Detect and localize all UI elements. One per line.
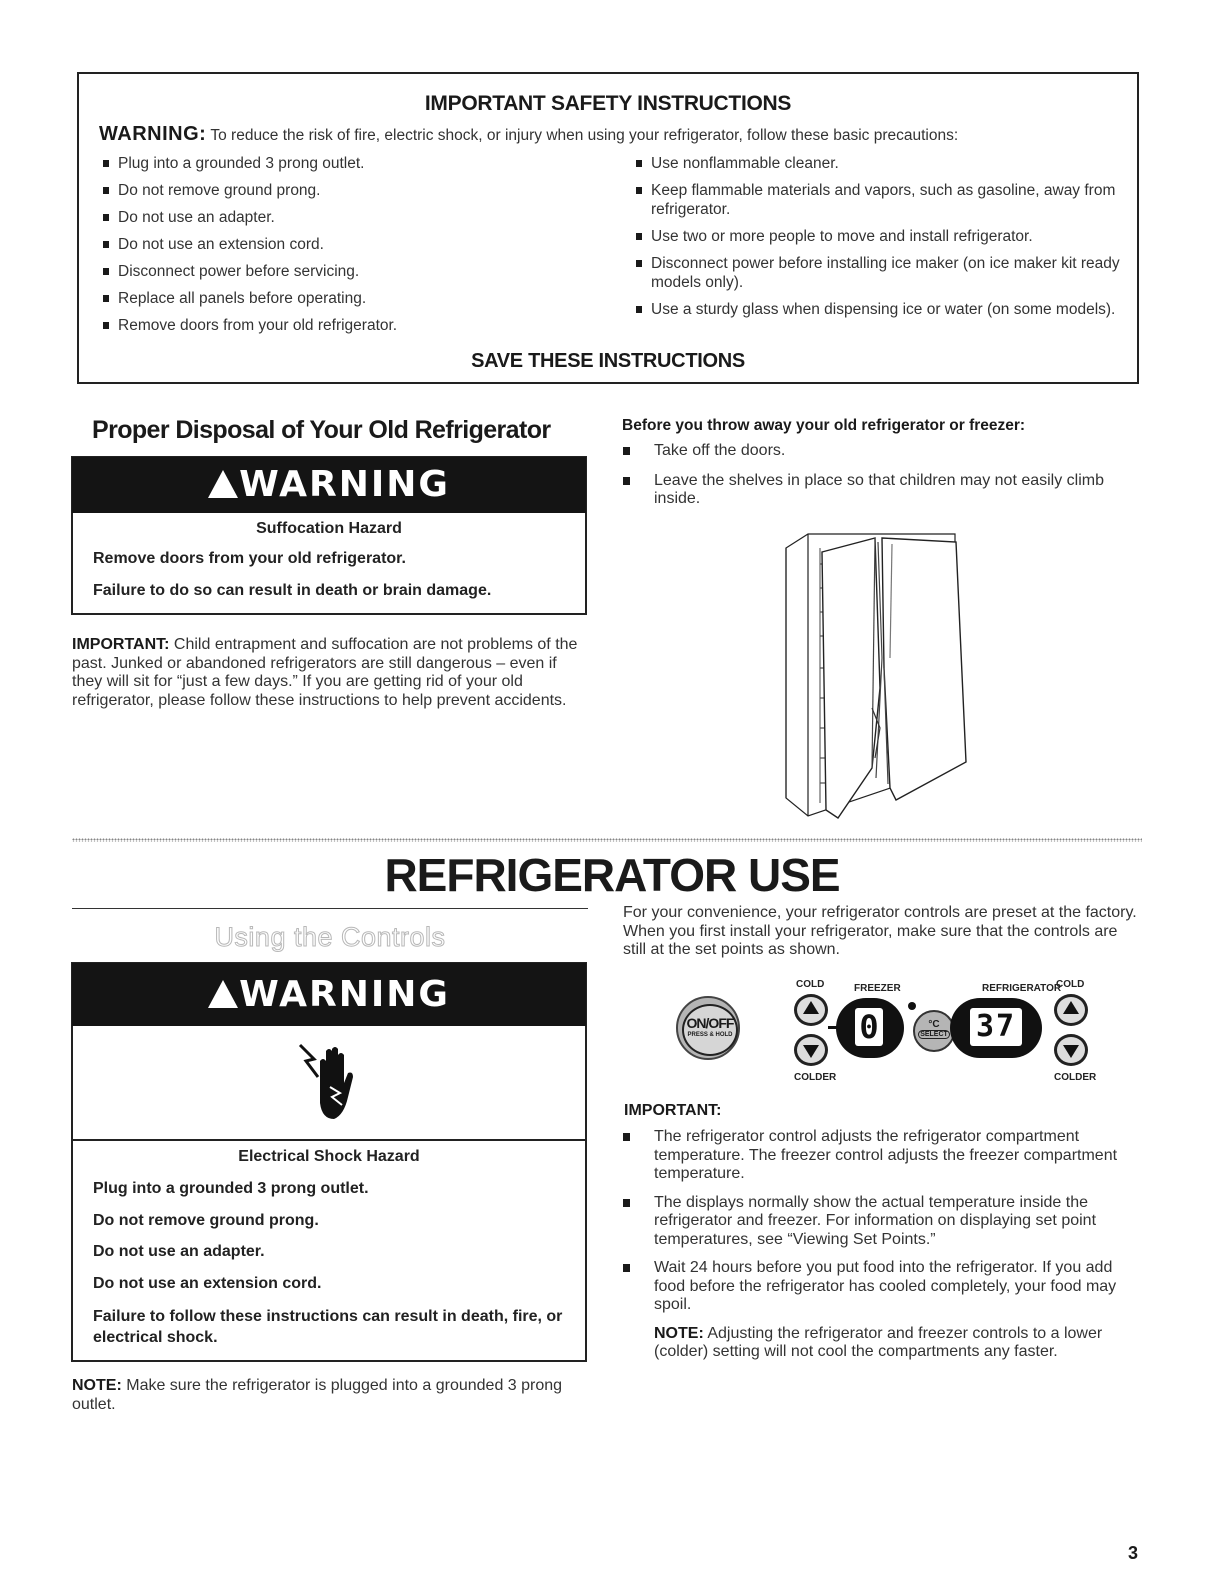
heading-rule bbox=[72, 908, 588, 909]
chevron-up-icon bbox=[1063, 1001, 1079, 1014]
warning-line: Do not use an adapter. bbox=[93, 1243, 265, 1260]
freezer-temperature: 0 bbox=[855, 1008, 883, 1046]
freezer-up-button[interactable] bbox=[794, 994, 828, 1026]
list-item: Use nonflammable cleaner. bbox=[624, 154, 1129, 173]
unit-select-button[interactable] bbox=[913, 1010, 955, 1052]
list-item: Disconnect power before installing ice maker (on ice maker kit ready models only). bbox=[624, 254, 1129, 292]
select-label: SELECT bbox=[918, 1030, 950, 1039]
warning-banner-text: WARNING bbox=[239, 974, 450, 1015]
note-label: NOTE: bbox=[654, 1324, 704, 1342]
refrigerator-use-heading: REFRIGERATOR USE bbox=[384, 849, 840, 901]
section-divider bbox=[72, 838, 1142, 842]
list-item: Keep flammable materials and vapors, such as gasoline, away from refrigerator. bbox=[624, 181, 1129, 219]
safety-title: IMPORTANT SAFETY INSTRUCTIONS bbox=[424, 92, 792, 115]
warning-line: Remove doors from your old refrigerator. bbox=[93, 550, 406, 567]
press-hold-label: PRESS & HOLD bbox=[687, 1032, 733, 1038]
list-item: The displays normally show the actual temperature inside the refrigerator and freezer. For information on displaying set point temperatures, see “Viewing Set Points.” bbox=[620, 1194, 1140, 1250]
hazard-title: Suffocation Hazard bbox=[256, 520, 402, 537]
cold-label-left: COLD bbox=[796, 979, 825, 990]
list-item: Do not remove ground prong. bbox=[91, 181, 611, 200]
note-text: Adjusting the refrigerator and freezer controls to a lower (colder) setting will not cool the compartments any faster. bbox=[654, 1324, 1103, 1360]
list-item: Plug into a grounded 3 prong outlet. bbox=[91, 154, 611, 173]
electrical-shock-hand-icon bbox=[296, 1039, 366, 1125]
list-item: Do not use an adapter. bbox=[91, 208, 611, 227]
warning-triangle-icon bbox=[208, 980, 238, 1008]
on-off-button[interactable] bbox=[676, 996, 740, 1060]
note-label: NOTE: bbox=[72, 1377, 122, 1394]
warning-line: Plug into a grounded 3 prong outlet. bbox=[93, 1180, 369, 1197]
before-list bbox=[620, 442, 1140, 509]
refrigerator-display bbox=[950, 998, 1042, 1058]
freezer-down-button[interactable] bbox=[794, 1034, 828, 1066]
important-list bbox=[620, 1128, 1140, 1362]
safety-list-right bbox=[624, 154, 1129, 319]
safety-instructions-box bbox=[77, 72, 1139, 384]
electrical-warning-box bbox=[71, 962, 587, 1362]
freezer-display bbox=[836, 998, 904, 1058]
disposal-heading: Proper Disposal of Your Old Refrigerator bbox=[92, 416, 551, 444]
using-controls-heading: Using the Controls bbox=[214, 922, 446, 952]
cold-label-right: COLD bbox=[1056, 979, 1085, 990]
chevron-down-icon bbox=[803, 1045, 819, 1058]
important-label-2: IMPORTANT: bbox=[624, 1102, 722, 1119]
warning-line: Failure to do so can result in death or brain damage. bbox=[93, 582, 492, 599]
note-paragraph-2 bbox=[620, 1325, 1114, 1362]
colder-label-left: COLDER bbox=[794, 1072, 837, 1083]
controls-intro: For your convenience, your refrigerator controls are preset at the factory. When you first install your refrigerator, make sure that the controls are still at the set points as shown. bbox=[623, 904, 1137, 958]
refrigerator-up-button[interactable] bbox=[1054, 994, 1088, 1026]
refrigerator-illustration bbox=[780, 528, 980, 824]
list-item: Wait 24 hours before you put food into the refrigerator. If you add food before the refrigerator has cooled completely, your food may spoil. bbox=[620, 1259, 1140, 1315]
chevron-down-icon bbox=[1063, 1045, 1079, 1058]
important-text: Child entrapment and suffocation are not problems of the past. Junked or abandoned refrigerators are still dangerous – even if they will sit for “just a few days.” If you are getting rid of your old refrigerator, please follow these instructions to help prevent accidents. bbox=[72, 636, 578, 709]
important-paragraph bbox=[72, 636, 588, 710]
warning-text: To reduce the risk of fire, electric shock, or injury when using your refrigerator, follow these basic precautions: bbox=[210, 127, 959, 144]
list-item: Take off the doors. bbox=[620, 442, 1140, 461]
warning-banner-text: WARNING bbox=[239, 464, 450, 505]
refrigerator-down-button[interactable] bbox=[1054, 1034, 1088, 1066]
chevron-up-icon bbox=[803, 1001, 819, 1014]
suffocation-warning-box bbox=[71, 456, 587, 615]
celsius-label: °C bbox=[928, 1019, 940, 1030]
list-item: The refrigerator control adjusts the refrigerator compartment temperature. The freezer control adjusts the freezer compartment temperature. bbox=[620, 1128, 1140, 1184]
important-label: IMPORTANT: bbox=[72, 636, 170, 653]
control-panel bbox=[670, 972, 1100, 1083]
list-item: Use a sturdy glass when dispensing ice or water (on some models). bbox=[624, 300, 1129, 319]
list-item: Use two or more people to move and install refrigerator. bbox=[624, 227, 1129, 246]
list-item: Remove doors from your old refrigerator. bbox=[91, 316, 611, 335]
warning-banner bbox=[72, 457, 586, 513]
list-item: Leave the shelves in place so that children may not easily climb inside. bbox=[620, 472, 1140, 509]
page-number: 3 bbox=[1128, 1543, 1139, 1563]
indicator-dot-icon bbox=[908, 1002, 916, 1010]
safety-warning bbox=[99, 123, 958, 146]
warning-label: WARNING: bbox=[99, 123, 207, 145]
refrigerator-label: REFRIGERATOR bbox=[982, 983, 1062, 994]
note-paragraph bbox=[72, 1377, 572, 1414]
list-item: Disconnect power before servicing. bbox=[91, 262, 611, 281]
before-heading: Before you throw away your old refrigerator or freezer: bbox=[622, 417, 1026, 434]
save-instructions-title: SAVE THESE INSTRUCTIONS bbox=[471, 350, 745, 372]
refrigerator-temperature: 37 bbox=[970, 1008, 1022, 1046]
warning-line: Failure to follow these instructions can result in death, fire, or electrical shock. bbox=[93, 1308, 563, 1346]
safety-list-left bbox=[91, 154, 611, 335]
colder-label-right: COLDER bbox=[1054, 1072, 1097, 1083]
warning-line: Do not use an extension cord. bbox=[93, 1275, 322, 1292]
note-text: Make sure the refrigerator is plugged into a grounded 3 prong outlet. bbox=[72, 1377, 563, 1413]
on-off-label: ON/OFF bbox=[686, 1015, 734, 1031]
freezer-label: FREEZER bbox=[854, 983, 901, 994]
list-item: Replace all panels before operating. bbox=[91, 289, 611, 308]
list-item: Do not use an extension cord. bbox=[91, 235, 611, 254]
warning-line: Do not remove ground prong. bbox=[93, 1212, 319, 1229]
warning-banner bbox=[72, 963, 586, 1026]
warning-triangle-icon bbox=[208, 470, 238, 498]
hazard-title: Electrical Shock Hazard bbox=[238, 1148, 420, 1165]
